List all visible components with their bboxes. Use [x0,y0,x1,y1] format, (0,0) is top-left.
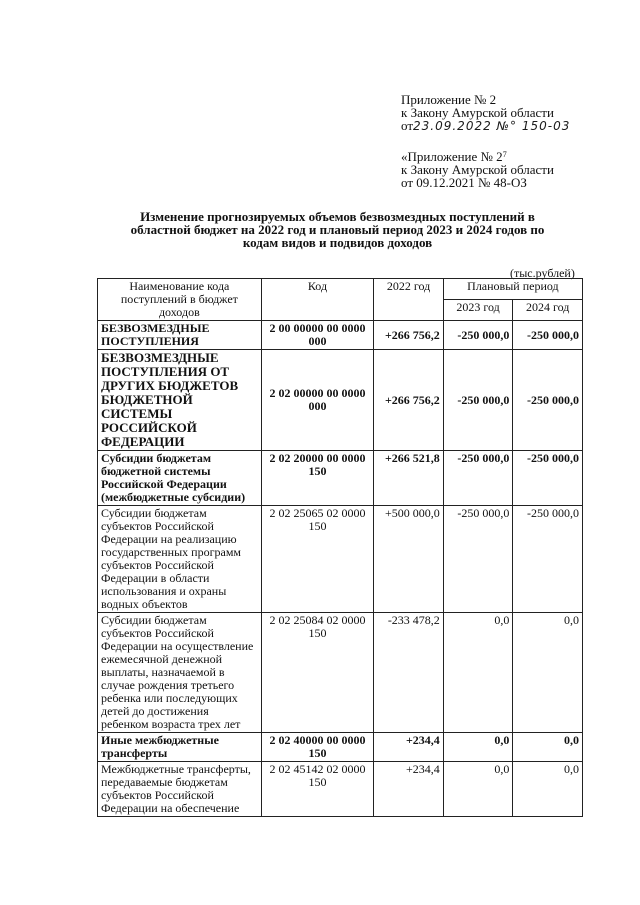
table-row [98,506,583,613]
appendix-original-date: от 09.12.2021 № 48-ОЗ [401,175,527,190]
row-2023: -250 000,0 [443,350,513,451]
row-code: 2 02 45142 02 0000 150 [261,762,374,817]
row-2022: +500 000,0 [374,506,444,613]
appendix-current-date-prefix: от [401,118,414,133]
header-2023: 2023 год [443,300,513,321]
table-row [98,613,583,733]
row-2024: -250 000,0 [513,506,583,613]
row-2023: -250 000,0 [443,321,513,350]
row-2022: +266 756,2 [374,321,444,350]
document-title [100,210,575,249]
unit-label: (тыс.рублей) [510,266,575,280]
table-row [98,762,583,817]
row-2024: 0,0 [513,613,583,733]
appendix-current-law: к Закону Амурской области [401,105,554,120]
table-row [98,733,583,762]
appendix-current-header [401,93,570,133]
row-name: Субсидии бюджетам субъектов Российской Федерации на реализацию государственных программ субъектов Российской Федерации в области использования и охраны водных объектов [98,506,262,613]
row-2024: -250 000,0 [513,350,583,451]
appendix-original-header [401,150,554,189]
row-2022: +266 521,8 [374,451,444,506]
title-line-1: Изменение прогнозируемых объемов безвозмездных поступлений в [140,209,535,224]
header-2024: 2024 год [513,300,583,321]
row-2024: -250 000,0 [513,321,583,350]
header-2022: 2022 год [374,279,444,321]
appendix-original-number-main: «Приложение № 2 [401,149,503,164]
row-2022: +266 756,2 [374,350,444,451]
row-2024: -250 000,0 [513,451,583,506]
title-line-3: кодам видов и подвидов доходов [242,235,433,250]
appendix-original-law: к Закону Амурской области [401,162,554,177]
table-row [98,350,583,451]
row-code: 2 02 40000 00 0000 150 [261,733,374,762]
table-row [98,321,583,350]
row-2024: 0,0 [513,733,583,762]
row-2023: 0,0 [443,762,513,817]
title-line-2: областной бюджет на 2022 год и плановый период 2023 и 2024 годов по [130,222,545,237]
row-2023: -250 000,0 [443,506,513,613]
row-name: БЕЗВОЗМЕЗДНЫЕ ПОСТУПЛЕНИЯ ОТ ДРУГИХ БЮДЖЕТОВ БЮДЖЕТНОЙ СИСТЕМЫ РОССИЙСКОЙ ФЕДЕРАЦИИ [98,350,262,451]
appendix-current-date-line [401,119,570,133]
row-code: 2 00 00000 00 0000 000 [261,321,374,350]
row-code: 2 02 20000 00 0000 150 [261,451,374,506]
row-2023: 0,0 [443,613,513,733]
row-code: 2 02 00000 00 0000 000 [261,350,374,451]
header-planned-period: Плановый период [443,279,582,300]
row-name: Межбюджетные трансферты, передаваемые бюджетам субъектов Российской Федерации на обеспечение [98,762,262,817]
row-name: Субсидии бюджетам субъектов Российской Федерации на осуществление ежемесячной денежной выплаты, назначаемой в случае рождения третьего ребенка или последующих детей до достижения ребенком возраста трех лет [98,613,262,733]
table-row [98,451,583,506]
appendix-original-number-sup: 7 [502,150,507,159]
row-2022: +234,4 [374,733,444,762]
row-code: 2 02 25084 02 0000 150 [261,613,374,733]
budget-table [97,278,583,817]
row-2022: -233 478,2 [374,613,444,733]
row-name: Субсидии бюджетам бюджетной системы Российской Федерации (межбюджетные субсидии) [98,451,262,506]
row-2023: -250 000,0 [443,451,513,506]
row-2022: +234,4 [374,762,444,817]
appendix-current-number: Приложение № 2 [401,92,497,107]
row-2023: 0,0 [443,733,513,762]
table-header-row [98,279,583,300]
handwritten-date-number: 23.09.2022 №° 150-03 [413,119,571,133]
header-code: Код [261,279,374,321]
row-2024: 0,0 [513,762,583,817]
header-name: Наименование кода поступлений в бюджет доходов [98,279,262,321]
row-code: 2 02 25065 02 0000 150 [261,506,374,613]
row-name: БЕЗВОЗМЕЗДНЫЕ ПОСТУПЛЕНИЯ [98,321,262,350]
row-name: Иные межбюджетные трансферты [98,733,262,762]
